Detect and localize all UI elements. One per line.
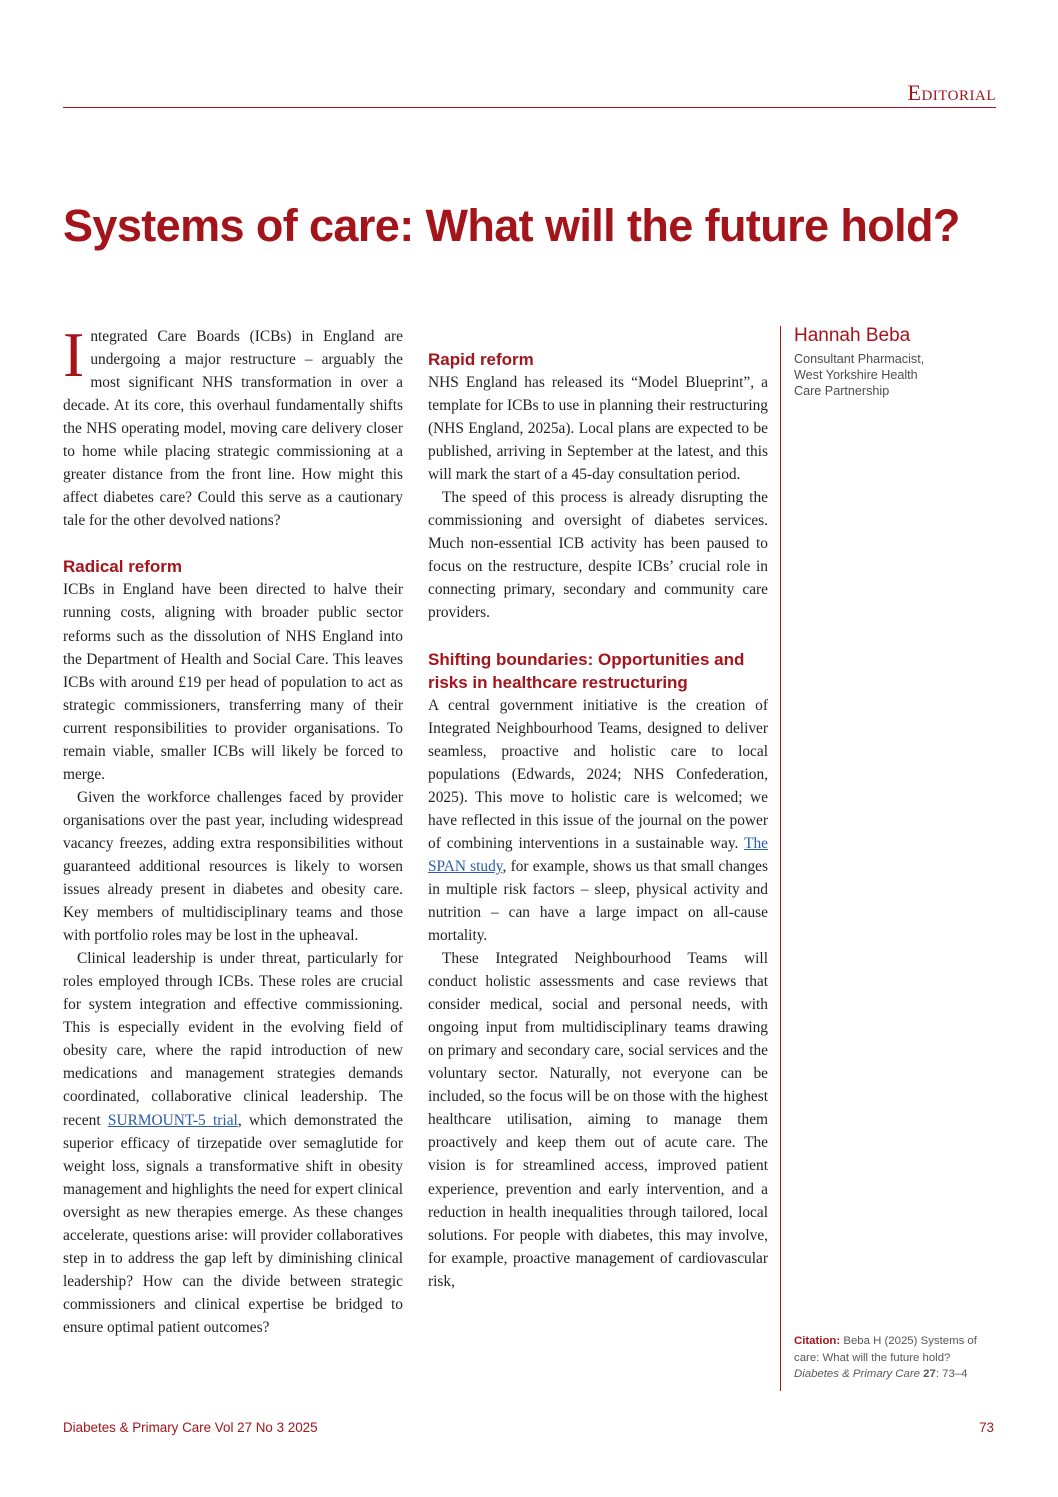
citation-block: [794, 1333, 994, 1383]
author-affiliation: [794, 351, 994, 399]
footer-journal: Diabetes & Primary Care Vol 27 No 3 2025: [63, 1420, 318, 1435]
sidebar-rule: [780, 326, 781, 1391]
paragraph: ICBs in England have been directed to halve their running costs, aligning with broader public sector reforms such as the dissolution of NHS England into the Department of Health and Social Care. This leaves ICBs with around £19 per head of population to act as strategic commissioners, transferring many of their current responsibilities to provider organisations. To remain viable, smaller ICBs will likely be forced to merge.: [63, 581, 403, 783]
paragraph: These Integrated Neighbourhood Teams will conduct holistic assessments and case reviews that consider medical, social and personal needs, with ongoing input from multidisciplinary teams drawing on primary and secondary care, social services and the voluntary sector. Naturally, not everyone can be included, so the focus will be on those with the highest healthcare utilisation, aiming to manage them proactively and keep them out of acute care. The vision is for streamlined access, improved patient experience, prevention and early intervention, and a reduction in health inequalities through tailored, local solutions. For people with diabetes, this may involve, for example, proactive management of cardiovascular risk,: [428, 950, 768, 1290]
paragraph-text: , for example, shows us that small changes in multiple risk factors – sleep, physical activity and nutrition – can have a large impact on all-cause mortality.: [428, 857, 768, 944]
heading-shifting-boundaries: Shifting boundaries: Opportunities and risks in healthcare restructuring: [428, 649, 745, 692]
paragraph: [428, 694, 768, 948]
page-number: 73: [979, 1420, 994, 1435]
header-rule: [63, 107, 996, 108]
paragraph: NHS England has released its “Model Blueprint”, a template for ICBs to use in planning their restructuring (NHS England, 2025a). Local plans are expected to be published, arriving in September at the latest, and this will mark the start of a 45-day consultation period.: [428, 374, 768, 484]
paragraph: Given the workforce challenges faced by provider organisations over the past year, including widespread vacancy freezes, adding extra responsibilities without guaranteed additional resources is likely to worsen issues already present in diabetes and obesity care. Key members of multidisciplinary teams and those with portfolio roles may be lost in the upheaval.: [63, 788, 403, 945]
citation-label: Citation:: [794, 1335, 841, 1347]
column-left: [63, 319, 403, 1339]
paragraph-text: Clinical leadership is under threat, particularly for roles employed through ICBs. These roles are crucial for system integration and effective commissioning. This is especially evident in the evolving field of obesity care, where the rapid introduction of new medications and management strategies demands coordinated, collaborative clinical leadership. The recent: [63, 950, 403, 1129]
author-name: Hannah Beba: [794, 325, 911, 346]
heading-rapid-reform: Rapid reform: [428, 350, 534, 369]
section-label: Editorial: [907, 80, 996, 105]
author-block: [794, 324, 994, 399]
column-middle: [428, 325, 768, 1293]
affiliation-line: West Yorkshire Health: [794, 368, 918, 382]
heading-radical-reform: Radical reform: [63, 557, 183, 577]
intro-paragraph: [63, 319, 403, 532]
citation-volume: 27: [923, 1368, 936, 1380]
citation-pages: : 73–4: [935, 1368, 968, 1380]
paragraph: The speed of this process is already disrupting the commissioning and oversight of diabetes services. Much non-essential ICB activity has been paused to focus on the restructure, despite ICBs’ crucial role in connecting primary, secondary and community care providers.: [428, 489, 768, 622]
affiliation-line: Consultant Pharmacist,: [794, 352, 925, 366]
paragraph-text: , which demonstrated the superior efficacy of tirzepatide over semaglutide for weight loss, signals a transformative shift in obesity management and highlights the need for expert clinical oversight as new therapies emerge. As these changes accelerate, questions arise: will provider collaboratives step in to address the gap left by diminishing clinical leadership? How can the divide between strategic commissioners and clinical expertise be bridged to ensure optimal patient outcomes?: [63, 1111, 403, 1336]
citation-text: Beba H (2025) Systems of care: What will the future hold?: [794, 1335, 977, 1364]
paragraph-text: A central government initiative is the creation of Integrated Neighbourhood Teams, designed to deliver seamless, proactive and holistic care to local populations (Edwards, 2024; NHS Confederation, 2025). This move to holistic care is welcomed; we have reflected in this issue of the journal on the power of combining interventions in a sustainable way.: [428, 696, 768, 852]
citation-journal: Diabetes & Primary Care: [794, 1368, 920, 1380]
span-study-link[interactable]: The SPAN study: [428, 834, 768, 875]
surmount-trial-link[interactable]: SURMOUNT-5 trial: [107, 1111, 238, 1129]
drop-cap: I: [63, 319, 85, 390]
intro-text: ntegrated Care Boards (ICBs) in England are undergoing a major restructure – arguably the most significant NHS transformation in over a decade. At its core, this overhaul fundamentally shifts the NHS operating model, moving care delivery closer to home while placing strategic commissioning at a greater distance from the front line. How might this affect diabetes care? Could this serve as a cautionary tale for the other devolved nations?: [63, 328, 403, 530]
paragraph: [63, 947, 403, 1339]
article-title: Systems of care: What will the future hold?: [63, 200, 960, 251]
affiliation-line: Care Partnership: [794, 384, 890, 398]
